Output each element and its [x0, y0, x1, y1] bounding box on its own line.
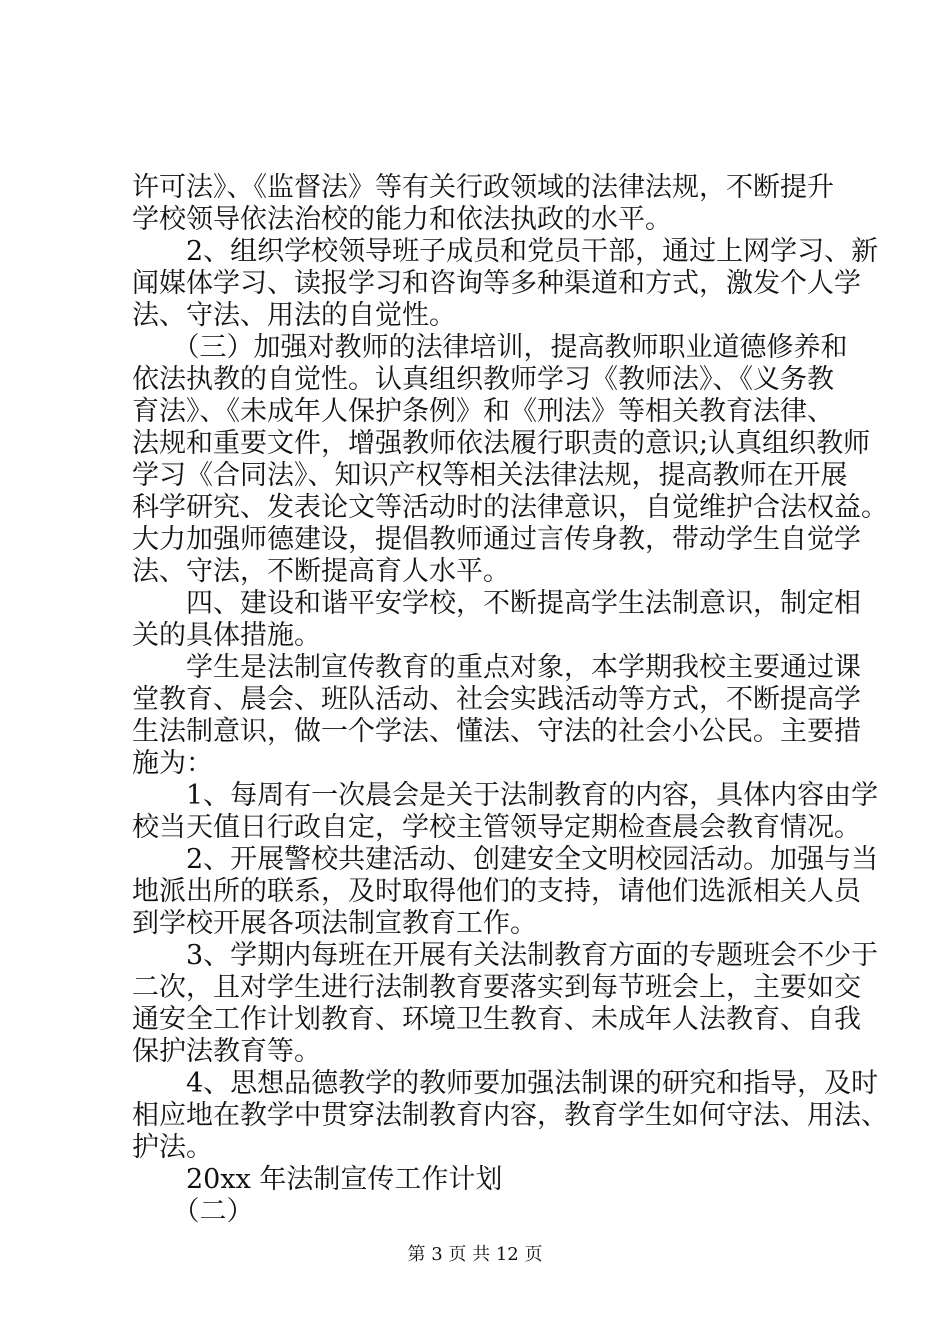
text-line: 保护法教育等。	[132, 1036, 321, 1067]
text-line: 施为：	[132, 748, 213, 779]
text-line: 许可法》、《监督法》等有关行政领域的法律法规，不断提升	[132, 172, 834, 203]
text-line: 1、每周有一次晨会是关于法制教育的内容，具体内容由学	[132, 780, 879, 811]
text-line: 法、守法，不断提高育人水平。	[132, 556, 510, 587]
text-line: 到学校开展各项法制宣教育工作。	[132, 908, 537, 939]
text-line: 大力加强师德建设，提倡教师通过言传身教，带动学生自觉学	[132, 524, 861, 555]
text-line: 依法执教的自觉性。认真组织教师学习《教师法》、《义务教	[132, 364, 834, 395]
text-line: 20xx 年法制宣传工作计划	[132, 1164, 503, 1195]
text-line: 3、学期内每班在开展有关法制教育方面的专题班会不少于	[132, 940, 879, 971]
text-line: 法、守法、用法的自觉性。	[132, 300, 456, 331]
text-line: 二次，且对学生进行法制教育要落实到每节班会上，主要如交	[132, 972, 861, 1003]
text-line: 地派出所的联系，及时取得他们的支持，请他们选派相关人员	[132, 876, 861, 907]
text-line: 关的具体措施。	[132, 620, 321, 651]
text-line: 2、组织学校领导班子成员和党员干部，通过上网学习、新	[132, 236, 879, 267]
text-line: （二）	[132, 1196, 254, 1227]
text-line: 相应地在教学中贯穿法制教育内容，教育学生如何守法、用法、	[132, 1100, 888, 1131]
text-line: 生法制意识，做一个学法、懂法、守法的社会小公民。主要措	[132, 716, 861, 747]
text-line: 通安全工作计划教育、环境卫生教育、未成年人法教育、自我	[132, 1004, 861, 1035]
text-line: 学校领导依法治校的能力和依法执政的水平。	[132, 204, 672, 235]
text-line: 法规和重要文件，增强教师依法履行职责的意识;认真组织教师	[132, 428, 871, 459]
text-line: 科学研究、发表论文等活动时的法律意识，自觉维护合法权益。	[132, 492, 888, 523]
text-line: 学习《合同法》、知识产权等相关法律法规，提高教师在开展	[132, 460, 848, 491]
text-line: 学生是法制宣传教育的重点对象，本学期我校主要通过课	[132, 652, 861, 683]
text-line: 育法》、《未成年人保护条例》和《刑法》等相关教育法律、	[132, 396, 834, 427]
text-line: 2、开展警校共建活动、创建安全文明校园活动。加强与当	[132, 844, 879, 875]
text-line: 堂教育、晨会、班队活动、社会实践活动等方式，不断提高学	[132, 684, 861, 715]
text-line: 闻媒体学习、读报学习和咨询等多种渠道和方式，激发个人学	[132, 268, 861, 299]
text-line: 4、思想品德教学的教师要加强法制课的研究和指导，及时	[132, 1068, 879, 1099]
text-line: 校当天值日行政自定，学校主管领导定期检查晨会教育情况。	[132, 812, 861, 843]
text-line: 护法。	[132, 1132, 213, 1163]
text-line: （三）加强对教师的法律培训，提高教师职业道德修养和	[132, 332, 848, 363]
page-number-footer: 第 3 页 共 12 页	[407, 1244, 543, 1265]
text-line: 四、建设和谐平安学校，不断提高学生法制意识，制定相	[132, 588, 861, 619]
